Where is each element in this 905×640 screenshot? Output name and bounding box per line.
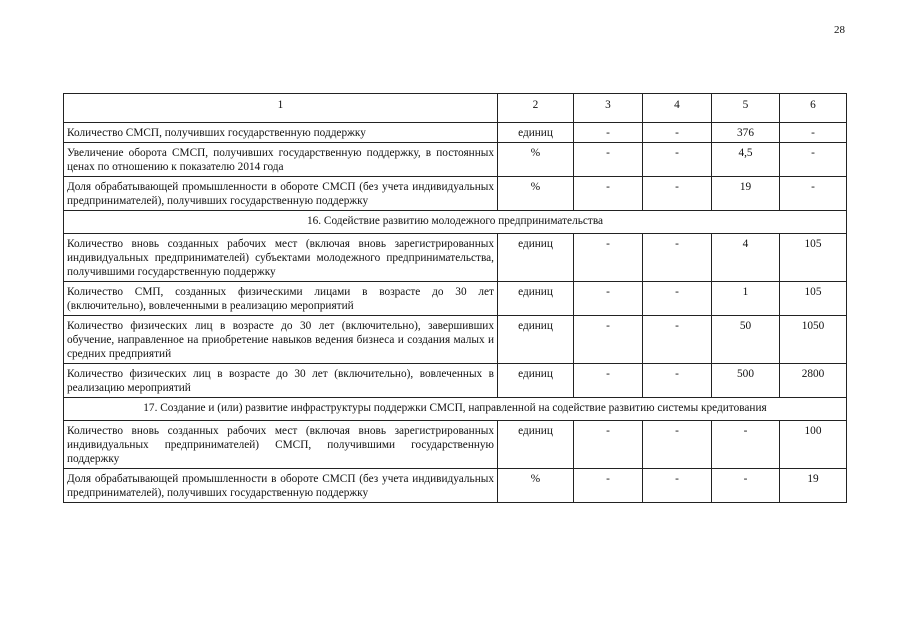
table-row [64, 421, 847, 469]
indicator-cell: Увеличение оборота СМСП, получивших государственную поддержку, в постоянных ценах по отношению к показателю 2014 года [64, 143, 498, 177]
value-cell-col5: 1 [712, 282, 780, 316]
column-header-1: 1 [64, 94, 498, 123]
table-row [64, 143, 847, 177]
value-cell-col3: - [574, 177, 643, 211]
column-header-4: 4 [643, 94, 712, 123]
value-cell-col6: 100 [780, 421, 847, 469]
unit-cell: единиц [498, 234, 574, 282]
value-cell-col3: - [574, 469, 643, 503]
section-row [64, 211, 847, 234]
value-cell-col6: - [780, 123, 847, 143]
column-header-6: 6 [780, 94, 847, 123]
value-cell-col4: - [643, 177, 712, 211]
value-cell-col4: - [643, 282, 712, 316]
value-cell-col5: 4 [712, 234, 780, 282]
section-title: 16. Содействие развитию молодежного предпринимательства [64, 211, 847, 234]
value-cell-col3: - [574, 234, 643, 282]
value-cell-col5: 19 [712, 177, 780, 211]
value-cell-col3: - [574, 316, 643, 364]
unit-cell: % [498, 177, 574, 211]
value-cell-col4: - [643, 469, 712, 503]
page-number: 28 [834, 24, 845, 36]
value-cell-col4: - [643, 421, 712, 469]
indicator-cell: Доля обрабатывающей промышленности в обороте СМСП (без учета индивидуальных предпринимателей), получивших государственную поддержку [64, 177, 498, 211]
value-cell-col5: 500 [712, 364, 780, 398]
indicator-cell: Количество физических лиц в возрасте до 30 лет (включительно), завершивших обучение, направленное на приобретение навыков ведения бизнеса и создания малых и средних предприятий [64, 316, 498, 364]
section-row [64, 398, 847, 421]
column-header-2: 2 [498, 94, 574, 123]
indicator-cell: Количество вновь созданных рабочих мест (включая вновь зарегистрированных индивидуальных предпринимателей) СМСП, получившими государственную поддержку [64, 421, 498, 469]
value-cell-col5: 4,5 [712, 143, 780, 177]
indicator-cell: Количество СМСП, получивших государственную поддержку [64, 123, 498, 143]
value-cell-col6: 105 [780, 282, 847, 316]
value-cell-col6: 2800 [780, 364, 847, 398]
value-cell-col6: - [780, 177, 847, 211]
indicator-cell: Количество вновь созданных рабочих мест (включая вновь зарегистрированных индивидуальных предпринимателей) субъектами молодежного предпринимательства, получившими государственную поддержку [64, 234, 498, 282]
unit-cell: единиц [498, 316, 574, 364]
table-row [64, 316, 847, 364]
indicator-cell: Количество СМП, созданных физическими лицами в возрасте до 30 лет (включительно), вовлеченными в реализацию мероприятий [64, 282, 498, 316]
table-row [64, 177, 847, 211]
value-cell-col6: 105 [780, 234, 847, 282]
unit-cell: единиц [498, 282, 574, 316]
indicators-table [63, 93, 847, 503]
value-cell-col5: - [712, 469, 780, 503]
indicator-cell: Количество физических лиц в возрасте до 30 лет (включительно), вовлеченных в реализацию мероприятий [64, 364, 498, 398]
table-row [64, 469, 847, 503]
value-cell-col4: - [643, 123, 712, 143]
table-body [64, 94, 847, 503]
value-cell-col5: 50 [712, 316, 780, 364]
value-cell-col3: - [574, 123, 643, 143]
value-cell-col4: - [643, 234, 712, 282]
indicator-cell: Доля обрабатывающей промышленности в обороте СМСП (без учета индивидуальных предпринимателей), получивших государственную поддержку [64, 469, 498, 503]
value-cell-col4: - [643, 364, 712, 398]
value-cell-col3: - [574, 364, 643, 398]
table-header-row [64, 94, 847, 123]
value-cell-col3: - [574, 143, 643, 177]
table-row [64, 123, 847, 143]
value-cell-col3: - [574, 282, 643, 316]
value-cell-col6: - [780, 143, 847, 177]
unit-cell: единиц [498, 421, 574, 469]
value-cell-col3: - [574, 421, 643, 469]
section-title: 17. Создание и (или) развитие инфраструктуры поддержки СМСП, направленной на содействие развитию системы кредитования [64, 398, 847, 421]
table-row [64, 234, 847, 282]
value-cell-col6: 1050 [780, 316, 847, 364]
unit-cell: единиц [498, 123, 574, 143]
column-header-5: 5 [712, 94, 780, 123]
table-row [64, 364, 847, 398]
unit-cell: % [498, 469, 574, 503]
unit-cell: единиц [498, 364, 574, 398]
unit-cell: % [498, 143, 574, 177]
value-cell-col5: 376 [712, 123, 780, 143]
value-cell-col5: - [712, 421, 780, 469]
value-cell-col4: - [643, 316, 712, 364]
value-cell-col6: 19 [780, 469, 847, 503]
column-header-3: 3 [574, 94, 643, 123]
value-cell-col4: - [643, 143, 712, 177]
table-row [64, 282, 847, 316]
